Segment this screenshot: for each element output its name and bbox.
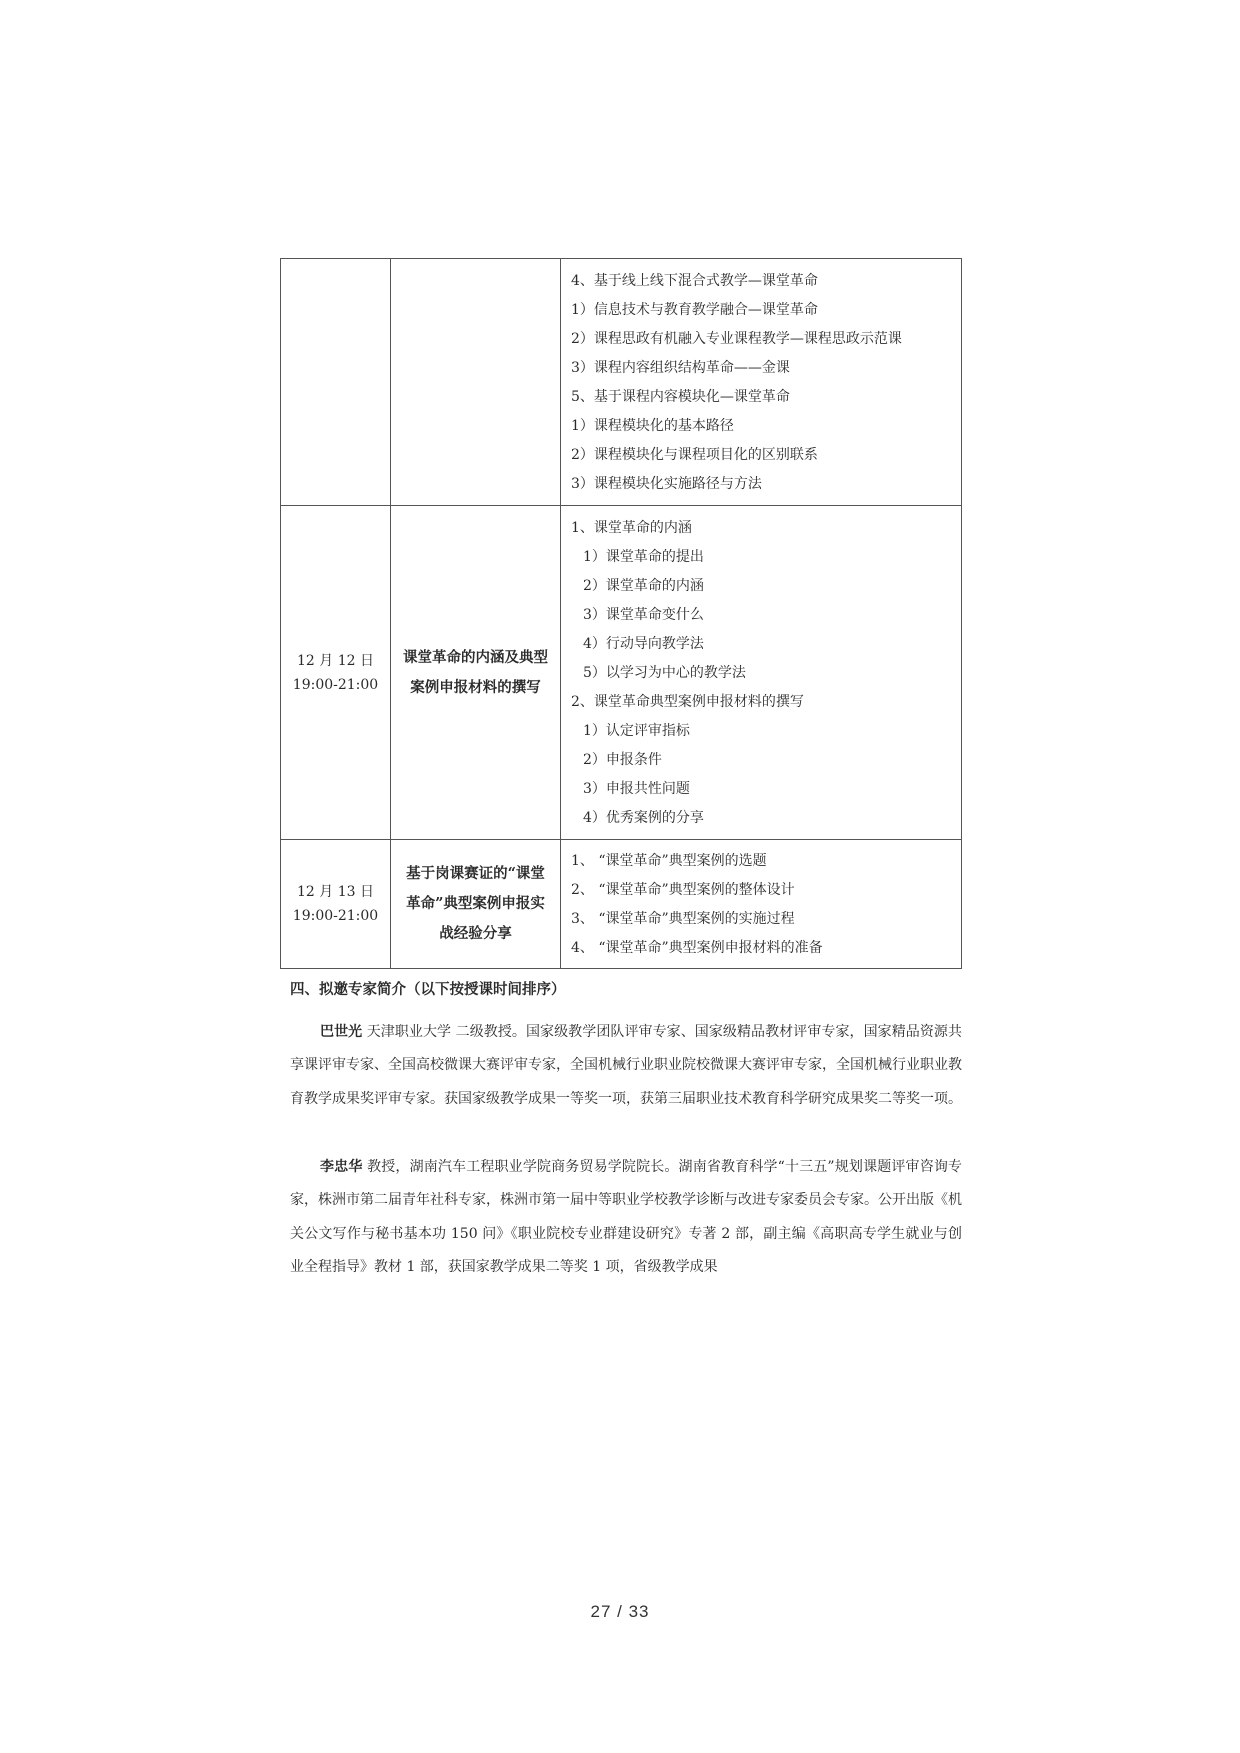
content-item: 4、基于线上线下混合式教学—课堂革命 — [571, 273, 818, 289]
section-heading: 四、拟邀专家简介（以下按授课时间排序） — [290, 982, 566, 998]
content-item: 1、 “课堂革命”典型案例的选题 — [571, 853, 767, 869]
content-item: 3）课程模块化实施路径与方法 — [571, 476, 762, 492]
content-item: 5）以学习为中心的教学法 — [583, 665, 746, 681]
topic-line: 案例申报材料的撰写 — [410, 678, 541, 696]
date-cell — [281, 506, 391, 840]
content-item: 3、 “课堂革命”典型案例的实施过程 — [571, 911, 795, 927]
session-time: 19:00-21:00 — [292, 676, 379, 693]
content-item: 1）认定评审指标 — [583, 723, 690, 739]
content-item: 2）课堂革命的内涵 — [583, 578, 704, 594]
page-number: 27 / 33 — [590, 1602, 650, 1621]
content-cell — [561, 259, 962, 506]
expert-description: 天津职业大学 二级教授。国家级教学团队评审专家、国家级精品教材评审专家，国家精品资源共享课评审专家、全国高校微课大赛评审专家，全国机械行业职业院校微课大赛评审专家，全国机械行业职业教育教学成果奖评审专家。获国家级教学成果一等奖一项，获第三届职业技术教育科学研究成果奖二等奖一项。 — [290, 1024, 962, 1107]
content-item: 2、 “课堂革命”典型案例的整体设计 — [571, 882, 795, 898]
content-cell — [561, 840, 962, 969]
content-cell — [561, 506, 962, 840]
expert-bio — [290, 1016, 962, 1116]
content-item: 3）申报共性问题 — [583, 781, 690, 797]
date-cell — [281, 840, 391, 969]
content-item: 2）申报条件 — [583, 752, 662, 768]
content-item: 2）课程模块化与课程项目化的区别联系 — [571, 447, 818, 463]
topic-line: 基于岗课赛证的“课堂 — [406, 865, 545, 882]
expert-name: 巴世光 — [320, 1024, 363, 1040]
date-cell — [281, 259, 391, 506]
session-date: 12 月 12 日 — [297, 652, 374, 669]
topic-line: 课堂革命的内涵及典型 — [403, 648, 548, 666]
schedule-row — [281, 506, 962, 840]
content-item: 1、课堂革命的内涵 — [571, 520, 692, 536]
content-item: 1）课堂革命的提出 — [583, 549, 704, 565]
topic-cell — [391, 259, 561, 506]
content-item: 2、课堂革命典型案例申报材料的撰写 — [571, 694, 804, 710]
topic-cell — [391, 506, 561, 840]
content-item: 1）信息技术与教育教学融合—课堂革命 — [571, 302, 818, 318]
schedule-row — [281, 840, 962, 969]
schedule-row — [281, 259, 962, 506]
expert-bio — [290, 1151, 962, 1285]
content-item: 2）课程思政有机融入专业课程教学—课程思政示范课 — [571, 331, 902, 347]
session-date: 12 月 13 日 — [297, 884, 374, 900]
expert-description: 教授，湖南汽车工程职业学院商务贸易学院院长。湖南省教育科学“十三五”规划课题评审咨询专家，株洲市第二届青年社科专家，株洲市第一届中等职业学校教学诊断与改进专家委员会专家。公开出版《机关公文写作与秘书基本功 150 问》《职业院校专业群建设研究》专著 2 部，副主编《高职高专学生就业与创业全程指导》教材 1 部，获国家教学成果二等奖 1 项，省级教学成果 — [290, 1159, 963, 1276]
session-time: 19:00-21:00 — [292, 908, 379, 924]
schedule-table — [280, 258, 962, 969]
content-item: 4）行动导向教学法 — [583, 636, 704, 652]
content-item: 3）课堂革命变什么 — [583, 607, 704, 623]
content-item: 5、基于课程内容模块化—课堂革命 — [571, 389, 790, 405]
content-item: 4、 “课堂革命”典型案例申报材料的准备 — [571, 940, 823, 956]
topic-line: 战经验分享 — [439, 925, 512, 942]
content-item: 3）课程内容组织结构革命——金课 — [571, 360, 790, 376]
expert-name: 李忠华 — [320, 1159, 363, 1175]
content-item: 1）课程模块化的基本路径 — [571, 418, 734, 434]
content-item: 4）优秀案例的分享 — [583, 810, 704, 826]
topic-line: 革命”典型案例申报实 — [406, 895, 545, 912]
topic-cell — [391, 840, 561, 969]
